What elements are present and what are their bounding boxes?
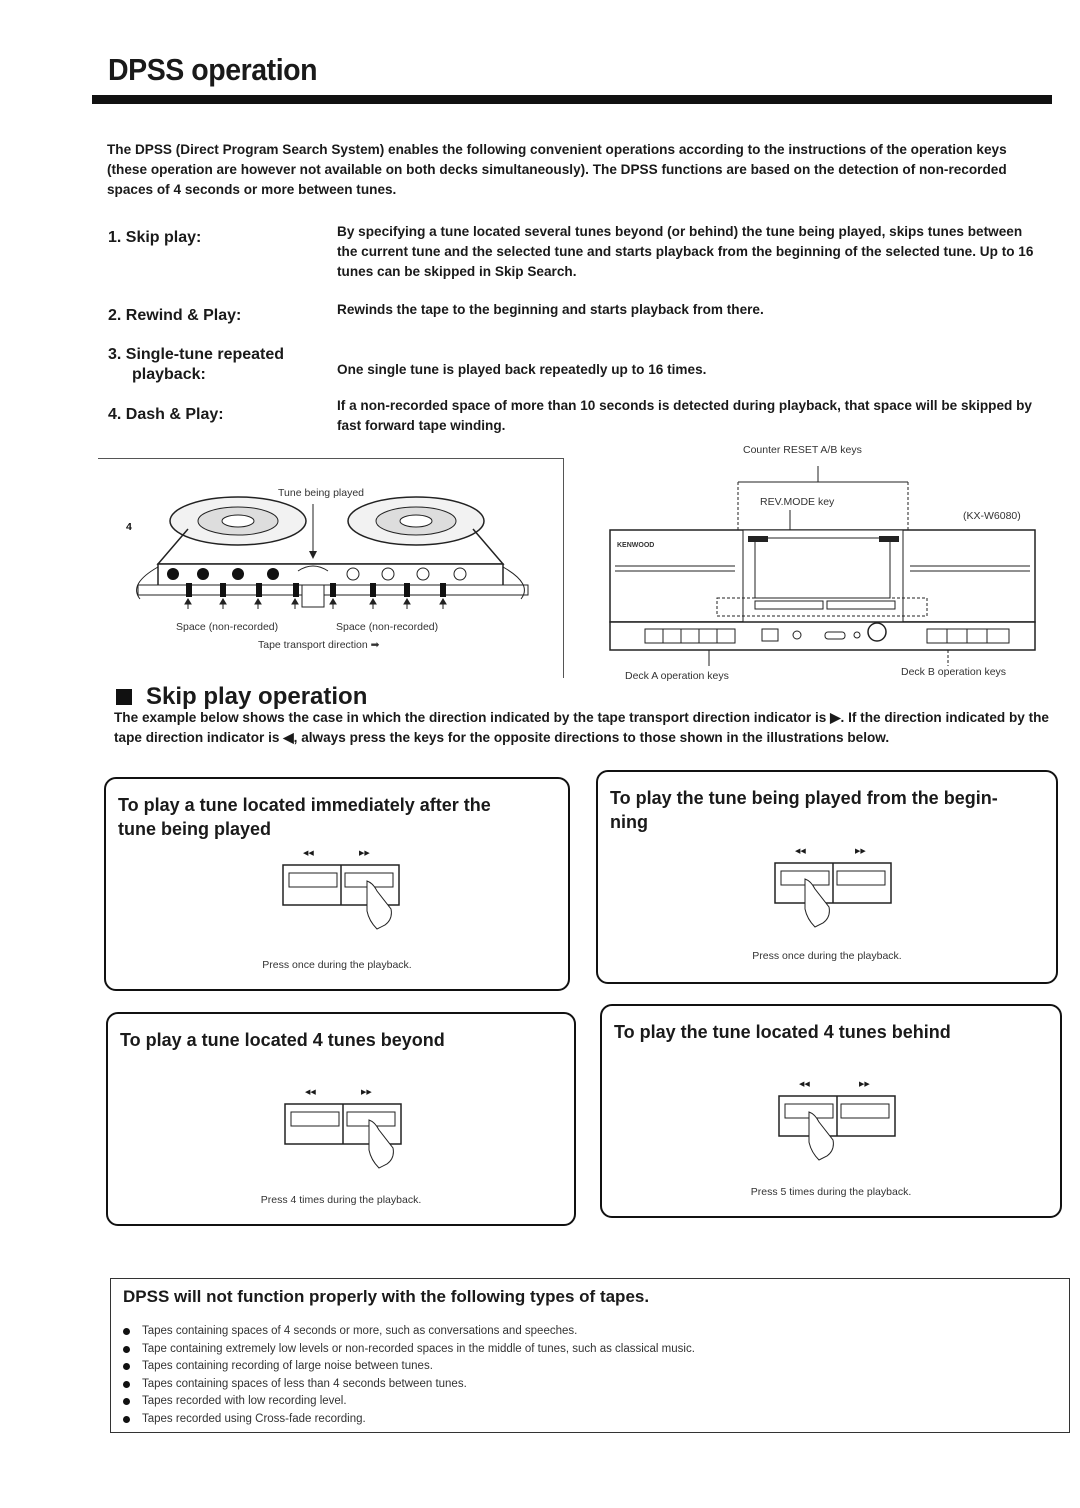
bullet-icon: [123, 1328, 130, 1335]
key-press-drawing: [773, 857, 893, 937]
ff-icon: ▶▶: [859, 1081, 870, 1088]
notice-title: DPSS will not function properly with the following types of tapes.: [123, 1287, 650, 1306]
tape-mechanism-illustration: [98, 458, 564, 678]
ff-icon: ▶▶: [855, 848, 866, 855]
operation-3-label-line2: playback:: [132, 366, 206, 383]
card-after-current: [104, 777, 570, 991]
card-4-behind: [600, 1004, 1062, 1218]
card-caption: Press once during the playback.: [752, 950, 902, 962]
list-item: [123, 1411, 695, 1429]
list-item-text: Tapes containing spaces of less than 4 seconds between tunes.: [142, 1377, 467, 1390]
tape-direction-label: Tape transport direction ➡: [258, 639, 380, 651]
list-item: [123, 1323, 695, 1341]
tune-number-4: 4: [126, 521, 132, 533]
card-restart-current: [596, 770, 1058, 984]
list-item-text: Tapes recorded using Cross-fade recording.: [142, 1412, 366, 1425]
operation-3-label-line1: 3. Single-tune repeated: [108, 346, 285, 363]
notice-list: [123, 1323, 695, 1428]
bullet-icon: [123, 1346, 130, 1353]
list-item-text: Tape containing extremely low levels or non-recorded spaces in the middle of tunes, such as classical music.: [142, 1342, 695, 1355]
card-caption: Press once during the playback.: [262, 959, 412, 971]
operation-3-description: One single tune is played back repeatedly up to 16 times.: [337, 362, 707, 377]
bullet-icon: [123, 1398, 130, 1405]
list-item: [123, 1376, 695, 1394]
list-item-text: Tapes containing recording of large noise between tunes.: [142, 1360, 433, 1372]
intro-paragraph: The DPSS (Direct Program Search System) enables the following convenient operations according to the instructions of the operation keys (these operation are however not available on both decks simultaneously). The DPSS functions are based on the detection of non-recorded spaces of 4 seconds or more between tunes.: [107, 142, 1007, 197]
card-4-beyond: [106, 1012, 576, 1226]
key-press-drawing: [281, 859, 401, 939]
dpss-notice-box: [110, 1278, 1070, 1433]
operation-4-description: If a non-recorded space of more than 10 seconds is detected during playback, that space will be skipped by fast forward tape winding.: [337, 398, 1032, 433]
skip-play-heading: [116, 683, 367, 711]
list-item: [123, 1358, 695, 1376]
card-title-line1: To play the tune located 4 tunes behind: [614, 1022, 951, 1042]
card-caption: Press 5 times during the playback.: [750, 1186, 912, 1198]
card-title-line1: To play the tune being played from the begin-: [610, 788, 998, 808]
operation-1-description: By specifying a tune located several tunes beyond (or behind) the tune being played, skips tunes between the current tune and the selected tune and starts playback from the beginning of the selected tune. Up to 16 tunes can be skipped in Skip Search.: [337, 224, 1034, 279]
counter-reset-label: Counter RESET A/B keys: [743, 444, 862, 456]
key-press-drawing: [283, 1098, 403, 1178]
deck-panel-drawing: [605, 438, 1045, 688]
page-title: DPSS operation: [108, 52, 318, 87]
key-press-drawing: [777, 1090, 897, 1170]
rew-icon: ◀◀: [795, 848, 806, 855]
card-title-line1: To play a tune located 4 tunes beyond: [120, 1030, 445, 1050]
card-title: [120, 1028, 445, 1052]
ff-icon: ▶▶: [359, 850, 370, 857]
bullet-icon: [123, 1416, 130, 1423]
rew-icon: ◀◀: [303, 850, 314, 857]
list-item: [123, 1393, 695, 1411]
title-rule: [92, 95, 1052, 104]
card-title: [610, 786, 998, 834]
skip-play-intro: The example below shows the case in which the direction indicated by the tape transport direction indicator is ▶. If the direction indicated by the tape direction indicator is ◀, always press the keys for the opposite directions to those shown in the illustrations below.: [114, 710, 1049, 745]
operation-1-label: 1. Skip play:: [108, 229, 202, 246]
card-title-line2: ning: [610, 812, 648, 832]
brand-label: KENWOOD: [617, 542, 655, 549]
list-item-text: Tapes recorded with low recording level.: [142, 1395, 347, 1407]
heading-square-icon: [116, 689, 132, 705]
card-title: [118, 793, 491, 841]
ff-icon: ▶▶: [361, 1089, 372, 1096]
deck-front-panel-illustration: [605, 438, 1045, 688]
card-title-line2: tune being played: [118, 819, 272, 839]
rew-icon: ◀◀: [305, 1089, 316, 1096]
operation-2-description: Rewinds the tape to the beginning and starts playback from there.: [337, 302, 764, 317]
card-title: [614, 1020, 951, 1044]
skip-play-heading-text: Skip play operation: [146, 683, 368, 710]
card-title-line1: To play a tune located immediately after the: [118, 795, 491, 815]
model-label: (KX-W6080): [963, 510, 1021, 522]
list-item-text: Tapes containing spaces of 4 seconds or more, such as conversations and speeches.: [142, 1325, 578, 1337]
card-caption: Press 4 times during the playback.: [260, 1194, 422, 1206]
space-label-right: Space (non-recorded): [336, 621, 439, 633]
rev-mode-label: REV.MODE key: [760, 496, 835, 508]
deck-a-label: Deck A operation keys: [625, 670, 729, 682]
space-label-left: Space (non-recorded): [176, 621, 279, 633]
bullet-icon: [123, 1363, 130, 1370]
tune-being-played-label: Tune being played: [278, 487, 365, 499]
operation-3-label: [108, 345, 284, 385]
operation-4-label: 4. Dash & Play:: [108, 406, 224, 423]
rew-icon: ◀◀: [799, 1081, 810, 1088]
deck-b-label: Deck B operation keys: [901, 666, 1007, 678]
bullet-icon: [123, 1381, 130, 1388]
list-item: [123, 1341, 695, 1359]
operation-2-label: 2. Rewind & Play:: [108, 307, 242, 324]
